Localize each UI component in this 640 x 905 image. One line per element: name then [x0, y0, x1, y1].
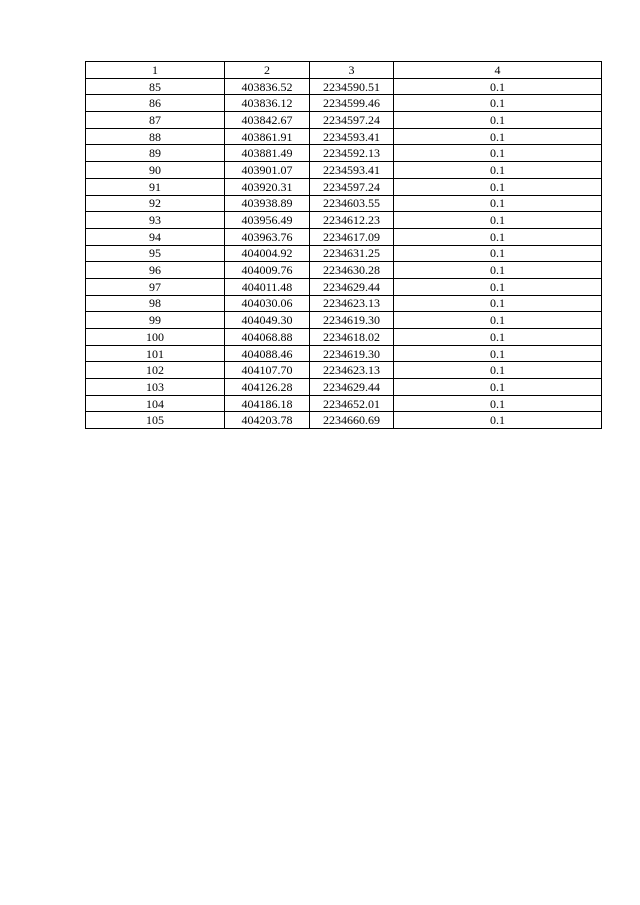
table-row — [86, 395, 602, 412]
table-cell: 89 — [86, 145, 225, 162]
table-cell: 100 — [86, 329, 225, 346]
table-cell: 2234597.24 — [310, 178, 394, 195]
table-cell: 2234593.41 — [310, 128, 394, 145]
table-cell: 2234603.55 — [310, 195, 394, 212]
column-header: 1 — [86, 62, 225, 79]
table-cell: 90 — [86, 162, 225, 179]
table-cell: 403920.31 — [225, 178, 310, 195]
table-cell: 404049.30 — [225, 312, 310, 329]
table-row — [86, 412, 602, 429]
column-header: 4 — [394, 62, 602, 79]
table-cell: 2234619.30 — [310, 312, 394, 329]
table-header-row — [86, 62, 602, 79]
table-cell: 0.1 — [394, 329, 602, 346]
table-cell: 2234597.24 — [310, 112, 394, 129]
table-cell: 104 — [86, 395, 225, 412]
table-cell: 0.1 — [394, 262, 602, 279]
table-row — [86, 329, 602, 346]
table-cell: 0.1 — [394, 78, 602, 95]
table-cell: 403836.52 — [225, 78, 310, 95]
table-row — [86, 278, 602, 295]
table-cell: 103 — [86, 379, 225, 396]
table-cell: 88 — [86, 128, 225, 145]
table-cell: 0.1 — [394, 395, 602, 412]
table-cell: 2234623.13 — [310, 362, 394, 379]
table-cell: 0.1 — [394, 412, 602, 429]
table-cell: 2234617.09 — [310, 228, 394, 245]
table-row — [86, 212, 602, 229]
table-row — [86, 112, 602, 129]
table-cell: 2234592.13 — [310, 145, 394, 162]
table-cell: 95 — [86, 245, 225, 262]
column-header: 3 — [310, 62, 394, 79]
table-cell: 403956.49 — [225, 212, 310, 229]
table-row — [86, 245, 602, 262]
table-cell: 2234631.25 — [310, 245, 394, 262]
table-row — [86, 78, 602, 95]
table-cell: 403963.76 — [225, 228, 310, 245]
table-cell: 97 — [86, 278, 225, 295]
table-cell: 2234619.30 — [310, 345, 394, 362]
table-cell: 404107.70 — [225, 362, 310, 379]
table-cell: 403842.67 — [225, 112, 310, 129]
table-row — [86, 195, 602, 212]
table-cell: 403901.07 — [225, 162, 310, 179]
table-cell: 0.1 — [394, 145, 602, 162]
table-cell: 0.1 — [394, 162, 602, 179]
table-cell: 87 — [86, 112, 225, 129]
table-row — [86, 362, 602, 379]
table-row — [86, 228, 602, 245]
table-row — [86, 162, 602, 179]
table-cell: 86 — [86, 95, 225, 112]
table-cell: 102 — [86, 362, 225, 379]
table-row — [86, 95, 602, 112]
table-cell: 2234652.01 — [310, 395, 394, 412]
table-row — [86, 312, 602, 329]
table-cell: 404009.76 — [225, 262, 310, 279]
table-cell: 404030.06 — [225, 295, 310, 312]
table-cell: 404088.46 — [225, 345, 310, 362]
table-cell: 0.1 — [394, 112, 602, 129]
table-cell: 2234590.51 — [310, 78, 394, 95]
table-cell: 2234660.69 — [310, 412, 394, 429]
table-cell: 404004.92 — [225, 245, 310, 262]
table-cell: 98 — [86, 295, 225, 312]
table-row — [86, 128, 602, 145]
table-cell: 0.1 — [394, 379, 602, 396]
table-cell: 403861.91 — [225, 128, 310, 145]
table-row — [86, 262, 602, 279]
table-cell: 0.1 — [394, 295, 602, 312]
table-cell: 2234593.41 — [310, 162, 394, 179]
table-cell: 2234629.44 — [310, 379, 394, 396]
table-cell: 2234618.02 — [310, 329, 394, 346]
table-row — [86, 145, 602, 162]
table-cell: 94 — [86, 228, 225, 245]
table-cell: 404126.28 — [225, 379, 310, 396]
table-cell: 85 — [86, 78, 225, 95]
table-cell: 0.1 — [394, 345, 602, 362]
table-cell: 404186.18 — [225, 395, 310, 412]
table-cell: 0.1 — [394, 362, 602, 379]
table-cell: 101 — [86, 345, 225, 362]
table-cell: 404068.88 — [225, 329, 310, 346]
table-cell: 2234630.28 — [310, 262, 394, 279]
table-cell: 96 — [86, 262, 225, 279]
table-cell: 0.1 — [394, 195, 602, 212]
table-cell: 0.1 — [394, 95, 602, 112]
table-row — [86, 295, 602, 312]
table-row — [86, 345, 602, 362]
table-cell: 2234623.13 — [310, 295, 394, 312]
table-cell: 404203.78 — [225, 412, 310, 429]
table-cell: 2234612.23 — [310, 212, 394, 229]
table-cell: 91 — [86, 178, 225, 195]
table-cell: 403881.49 — [225, 145, 310, 162]
table-cell: 0.1 — [394, 312, 602, 329]
table-cell: 92 — [86, 195, 225, 212]
table-row — [86, 379, 602, 396]
coordinates-table — [85, 61, 602, 429]
table-cell: 2234629.44 — [310, 278, 394, 295]
table-cell: 105 — [86, 412, 225, 429]
table-cell: 2234599.46 — [310, 95, 394, 112]
table-cell: 0.1 — [394, 278, 602, 295]
table-cell: 0.1 — [394, 212, 602, 229]
table-cell: 0.1 — [394, 245, 602, 262]
column-header: 2 — [225, 62, 310, 79]
table-cell: 0.1 — [394, 228, 602, 245]
table-cell: 0.1 — [394, 128, 602, 145]
table-row — [86, 178, 602, 195]
table-cell: 0.1 — [394, 178, 602, 195]
table-cell: 93 — [86, 212, 225, 229]
table-cell: 403938.89 — [225, 195, 310, 212]
table-cell: 404011.48 — [225, 278, 310, 295]
table-cell: 403836.12 — [225, 95, 310, 112]
table-body — [86, 78, 602, 428]
table-cell: 99 — [86, 312, 225, 329]
